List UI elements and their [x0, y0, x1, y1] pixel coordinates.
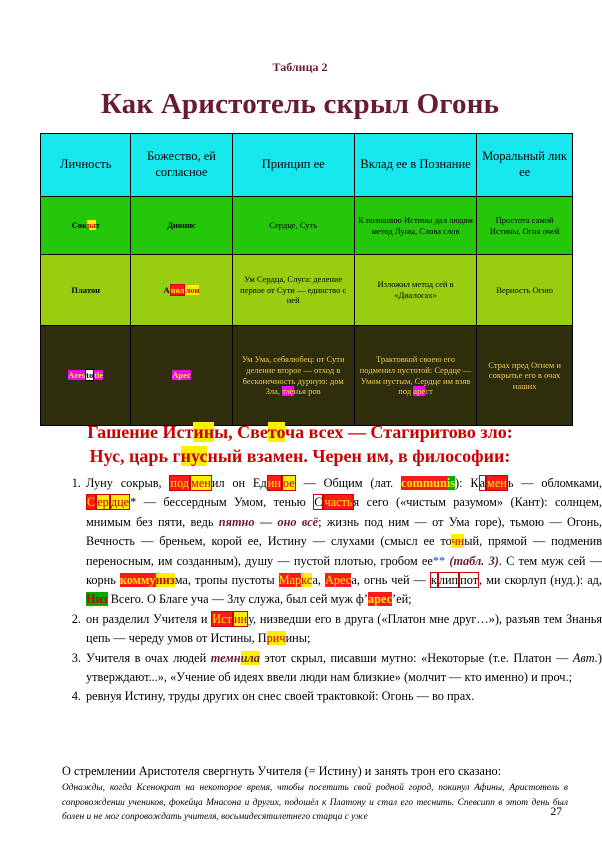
- comparison-table: [40, 133, 573, 426]
- person-cell: Платон: [41, 255, 131, 326]
- principle-cell: Ум Ума, себялюбец: от Сути деление второе — отход в бесконечность дурную: дом Зла, тленья ров: [232, 326, 354, 426]
- header-cell: Вклад ее в Познание: [354, 134, 476, 197]
- deity-cell: Аполлон: [131, 255, 232, 326]
- table-label: Таблица 2: [272, 60, 328, 74]
- table-row: [41, 197, 573, 255]
- subtitle-line: Гашение Истины, Светоча всех — Стагиритово зло:: [87, 422, 513, 442]
- list-item: 2. он разделил Учителя и Ист ину, низведши его в друга («Платон мне друг…»), разъяв тем Знанья цепь — череду умов от Истины, Причины;: [84, 610, 602, 649]
- moral-cell: Страх пред Огнем и сокрытье его в очах наших: [477, 326, 573, 426]
- argument-list: [52, 474, 602, 707]
- contribution-cell: Изложил метод сей в «Диалогах»: [354, 255, 476, 326]
- table-row: [41, 255, 573, 326]
- list-item: 4. ревнуя Истину, труды других он снес своей трактовкой: Огонь — во прах.: [84, 687, 602, 706]
- header-cell: Принцип ее: [232, 134, 354, 197]
- quote-paragraph: Однажды, когда Ксенократ на некоторое время, чтобы посетить свой родной город, покинул Афины, Аристотель в сопровождении учеников, фокейца Мнасона и других, подошёл к Платону и стал его теснить. Спевсипп в этот день был болен и не мог сопровождать учителя, восьмидесятилетнего старца с уже: [62, 783, 568, 822]
- deity-cell: Арес: [131, 326, 232, 426]
- moral-cell: Простота самой Истины, Огня очей: [477, 197, 573, 255]
- subtitle-line: Нус, царь гнусный взамен. Черен им, в философии:: [89, 446, 511, 466]
- header-cell: Моральный лик ее: [477, 134, 573, 197]
- section-subtitle: [0, 420, 600, 468]
- table-row: [41, 326, 573, 426]
- person-cell: Arestotle: [41, 326, 131, 426]
- person-cell: Сократ: [41, 197, 131, 255]
- page-title: Как Аристотель скрыл Огонь: [100, 88, 500, 120]
- header-cell: Личность: [41, 134, 131, 197]
- moral-cell: Верность Огню: [477, 255, 573, 326]
- closing-paragraph: О стремлении Аристотеля свергнуть Учителя (= Истину) и занять трон его сказано:: [62, 764, 502, 778]
- contribution-cell: Трактовкой своею его подменил пустотой: Сердце — Умом пустым, Сердце им взяв под арест: [354, 326, 476, 426]
- table-header-row: [41, 134, 573, 197]
- principle-cell: Сердце, Суть: [232, 197, 354, 255]
- list-item: 3. Учителя в очах людей темнила этот скрыл, писавши мутно: «Некоторые (т.е. Платон — Авт.) утверждают...», «Учение об идеях ввели люди нам близкие» (молчит — кто именно) и проч.;: [84, 649, 602, 688]
- deity-cell: Дионис: [131, 197, 232, 255]
- header-cell: Божество, ей согласное: [131, 134, 232, 197]
- page-number: 27: [550, 806, 562, 818]
- contribution-cell: К познанию Истины дал людям метод Луны, Слова слов: [354, 197, 476, 255]
- list-item: 1. Луну сокрыв, под менил он Един ое — Общим (лат. communis): Ка мень — обломками, С ер дце* — бессердным Умом, тенью С частья сего («чистым разумом» (Кант): солнцем, мнимым без пяти, ведь пятно — оно всё; жизнь под ним — от Ума горе), тьмою — Огонь, Вечность — бреньем, корой ее, Истину — слухами (смысл ее точный, прямой — подменив переносным, им созданным), душу — пустой плотью, гробом ее** (табл. 3). С тем муж сей — корнь коммунизма, тропы пустоты Маркса, Ареса, огнь чей — к лип пот, ми скорлуп (нуд.): ад, Низ Всего. О Благе уча — Злу служа, был сей муж ф’арес’ей;: [84, 474, 602, 610]
- principle-cell: Ум Сердца, Слуга: деление первое от Сути — единство с ней: [232, 255, 354, 326]
